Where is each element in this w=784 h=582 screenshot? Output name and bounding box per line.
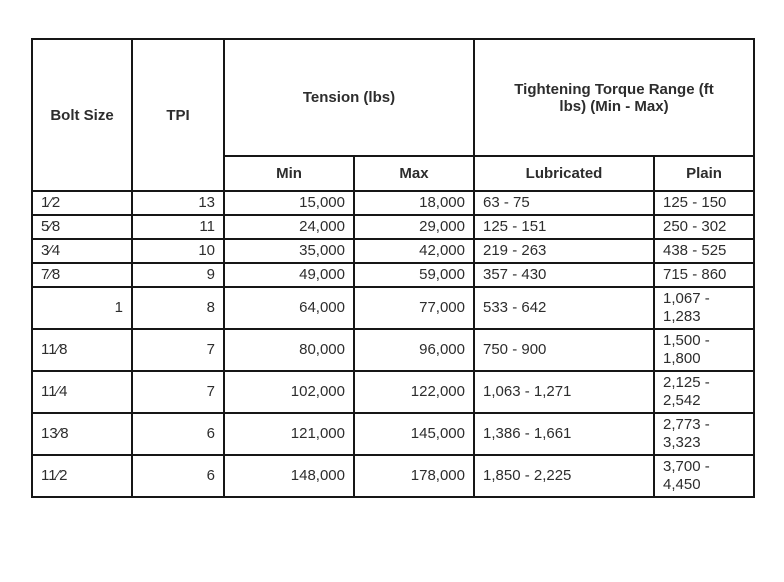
cell-tension-min: 35,000: [224, 239, 354, 263]
cell-lubricated: 357 - 430: [474, 263, 654, 287]
cell-lubricated: 1,063 - 1,271: [474, 371, 654, 413]
cell-tpi: 6: [132, 455, 224, 497]
cell-tension-max: 96,000: [354, 329, 474, 371]
table-row: [32, 413, 754, 455]
cell-tpi: 9: [132, 263, 224, 287]
cell-plain: 1,067 - 1,283: [654, 287, 754, 329]
cell-tension-max: 145,000: [354, 413, 474, 455]
cell-bolt-size: 11⁄2: [32, 455, 132, 497]
cell-tension-max: 18,000: [354, 191, 474, 215]
cell-tension-max: 29,000: [354, 215, 474, 239]
cell-plain: 715 - 860: [654, 263, 754, 287]
header-tension-max: Max: [354, 156, 474, 191]
cell-tension-max: 59,000: [354, 263, 474, 287]
header-bolt-size: Bolt Size: [32, 39, 132, 191]
cell-bolt-size: 13⁄8: [32, 413, 132, 455]
table-row: [32, 287, 754, 329]
cell-tpi: 8: [132, 287, 224, 329]
cell-tpi: 7: [132, 371, 224, 413]
cell-bolt-size: 5⁄8: [32, 215, 132, 239]
cell-plain: 2,773 - 3,323: [654, 413, 754, 455]
table-header: [32, 39, 754, 191]
cell-lubricated: 219 - 263: [474, 239, 654, 263]
cell-lubricated: 1,850 - 2,225: [474, 455, 654, 497]
header-plain: Plain: [654, 156, 754, 191]
cell-tension-max: 42,000: [354, 239, 474, 263]
cell-lubricated: 63 - 75: [474, 191, 654, 215]
cell-bolt-size: 1: [32, 287, 132, 329]
header-tpi: TPI: [132, 39, 224, 191]
cell-bolt-size: 7⁄8: [32, 263, 132, 287]
cell-tpi: 6: [132, 413, 224, 455]
cell-plain: 438 - 525: [654, 239, 754, 263]
cell-bolt-size: 11⁄8: [32, 329, 132, 371]
cell-tension-min: 121,000: [224, 413, 354, 455]
cell-lubricated: 125 - 151: [474, 215, 654, 239]
cell-lubricated: 750 - 900: [474, 329, 654, 371]
table-body: [32, 191, 754, 497]
table-row: [32, 239, 754, 263]
cell-tension-min: 148,000: [224, 455, 354, 497]
cell-lubricated: 533 - 642: [474, 287, 654, 329]
header-tension-group: Tension (lbs): [224, 39, 474, 156]
cell-plain: 250 - 302: [654, 215, 754, 239]
cell-tpi: 13: [132, 191, 224, 215]
cell-tension-min: 15,000: [224, 191, 354, 215]
cell-bolt-size: 1⁄2: [32, 191, 132, 215]
cell-tpi: 11: [132, 215, 224, 239]
header-tension-min: Min: [224, 156, 354, 191]
header-group-row: [32, 39, 754, 156]
cell-bolt-size: 11⁄4: [32, 371, 132, 413]
header-lubricated: Lubricated: [474, 156, 654, 191]
cell-plain: 2,125 - 2,542: [654, 371, 754, 413]
table-row: [32, 215, 754, 239]
cell-tension-min: 102,000: [224, 371, 354, 413]
cell-tpi: 7: [132, 329, 224, 371]
cell-tension-min: 49,000: [224, 263, 354, 287]
header-torque-group-label: Tightening Torque Range (ft lbs) (Min - Max): [514, 80, 714, 115]
table-row: [32, 263, 754, 287]
header-torque-group: [474, 39, 754, 156]
cell-lubricated: 1,386 - 1,661: [474, 413, 654, 455]
cell-plain: 3,700 - 4,450: [654, 455, 754, 497]
cell-tension-max: 122,000: [354, 371, 474, 413]
table-row: [32, 191, 754, 215]
cell-plain: 125 - 150: [654, 191, 754, 215]
cell-plain: 1,500 - 1,800: [654, 329, 754, 371]
cell-tension-max: 178,000: [354, 455, 474, 497]
table-row: [32, 371, 754, 413]
bolt-torque-table: [31, 38, 755, 498]
cell-tpi: 10: [132, 239, 224, 263]
table-row: [32, 329, 754, 371]
table-row: [32, 455, 754, 497]
cell-tension-min: 80,000: [224, 329, 354, 371]
cell-tension-min: 24,000: [224, 215, 354, 239]
cell-tension-min: 64,000: [224, 287, 354, 329]
cell-bolt-size: 3⁄4: [32, 239, 132, 263]
cell-tension-max: 77,000: [354, 287, 474, 329]
